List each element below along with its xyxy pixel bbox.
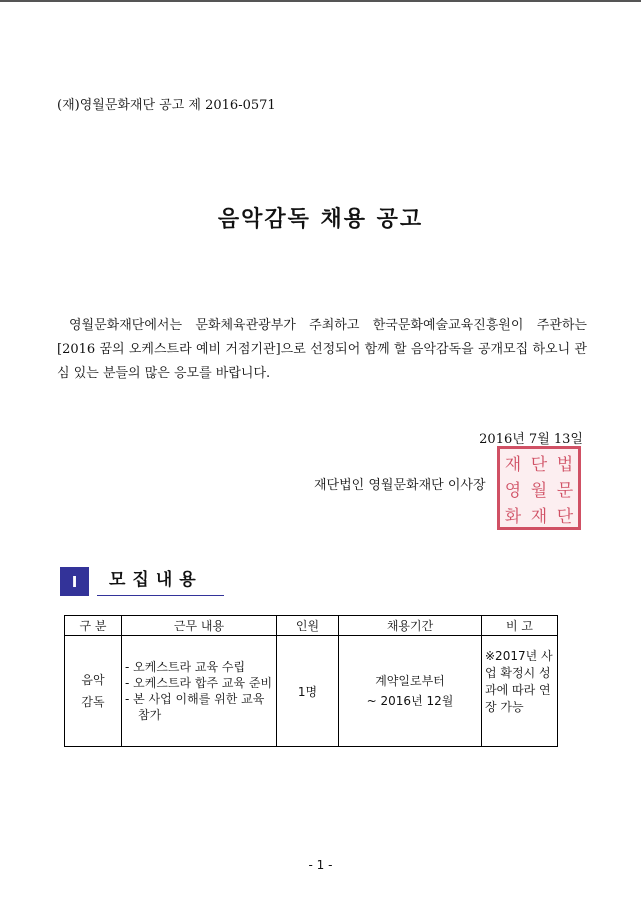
body-paragraph: 영월문화재단에서는 문화체육관광부가 주최하고 한국문화예술교육진흥원이 주관하는 [2016 꿈의 오케스트라 예비 거점기관]으로 선정되어 함께 할 음악감독을 공개모집 하오니 관심 있는 분들의 많은 응모를 바랍니다.: [57, 318, 587, 381]
period-line: ~ 2016년 12월: [366, 694, 454, 708]
cell-period: [339, 636, 482, 747]
header-period: 채용기간: [339, 616, 482, 636]
official-seal: 재 단 법 영 월 문 화 재 단: [497, 446, 581, 530]
cell-note: ※2017년 사업 확정시 성과에 따라 연장 가능: [482, 636, 558, 747]
header-note: 비 고: [482, 616, 558, 636]
signatory: 재단법인 영월문화재단 이사장: [314, 478, 486, 493]
duty-item: - 오케스트라 합주 교육 준비: [125, 676, 273, 690]
section-number: Ⅰ: [60, 567, 89, 596]
section-title: 모집내용: [97, 567, 224, 596]
header-count: 인원: [277, 616, 339, 636]
period-line: 계약일로부터: [375, 674, 445, 688]
notice-number: (재)영월문화재단 공고 제 2016-0571: [57, 98, 276, 113]
table-row: [65, 636, 558, 747]
header-category: 구 분: [65, 616, 122, 636]
recruitment-table: [64, 615, 558, 747]
cell-duties: [122, 636, 277, 747]
cell-category: 음악 감독: [65, 636, 122, 747]
page-title: 음악감독 채용 공고: [217, 207, 424, 232]
duty-item: - 본 사업 이해를 위한 교육 참가: [125, 692, 265, 722]
announcement-date: 2016년 7월 13일: [479, 432, 583, 447]
page-number: - 1 -: [308, 858, 333, 872]
duty-item: - 오케스트라 교육 수립: [125, 660, 246, 674]
table-header-row: [65, 616, 558, 636]
header-duties: 근무 내용: [122, 616, 277, 636]
cell-count: 1명: [277, 636, 339, 747]
